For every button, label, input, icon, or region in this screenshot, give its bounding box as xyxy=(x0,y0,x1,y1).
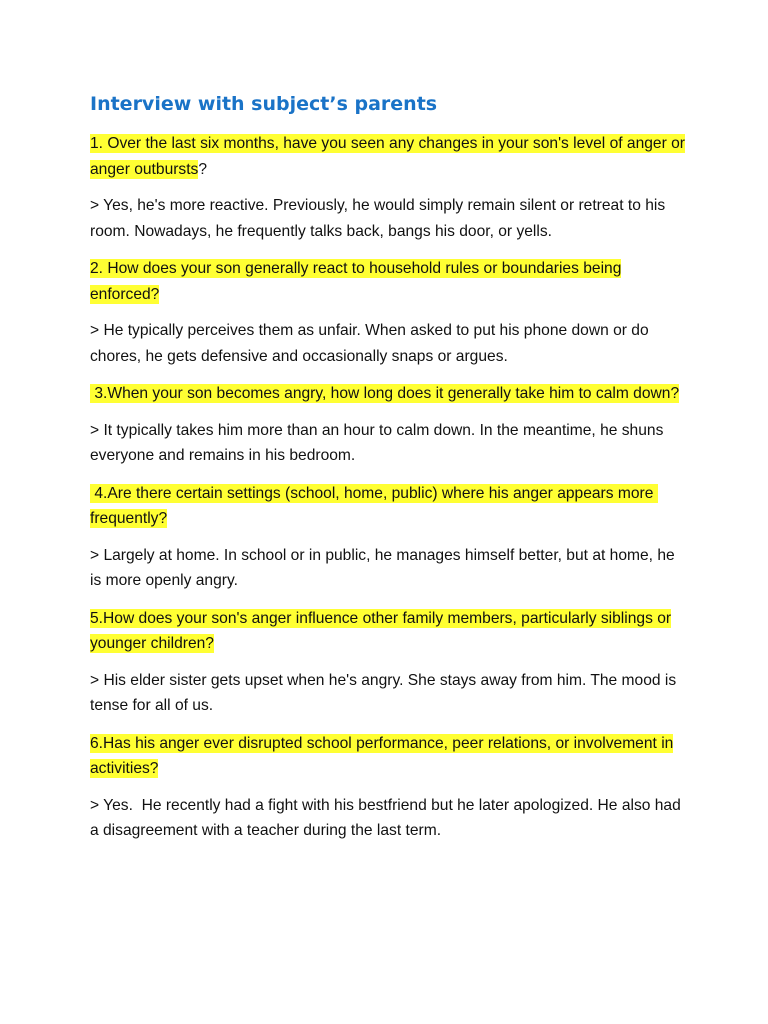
question-2 xyxy=(90,256,690,307)
question-4 xyxy=(90,481,690,532)
question-1-text: 1. Over the last six months, have you seen any changes in your son's level of anger or anger outbursts xyxy=(90,135,685,178)
question-6-text: 6.Has his anger ever disrupted school performance, peer relations, or involvement in activities? xyxy=(90,734,674,777)
answer-3: > It typically takes him more than an hour to calm down. In the meantime, he shuns everyone and remains in his bedroom. xyxy=(90,421,664,464)
answer-5: > His elder sister gets upset when he's angry. She stays away from him. The mood is tense for all of us. xyxy=(90,671,677,714)
document-title: Interview with subject’s parents xyxy=(90,93,438,115)
answer-6: > Yes. He recently had a fight with his bestfriend but he later apologized. He also had a disagreement with a teacher during the last term. xyxy=(90,796,686,839)
question-6 xyxy=(90,731,690,782)
qa-list xyxy=(90,131,690,844)
answer-1: > Yes, he's more reactive. Previously, he would simply remain silent or retreat to his room. Nowadays, he frequently talks back, bangs his door, or yells. xyxy=(90,197,666,240)
question-4-text: 4.Are there certain settings (school, home, public) where his anger appears more frequently? xyxy=(90,484,658,527)
question-3 xyxy=(90,381,690,407)
question-5 xyxy=(90,606,690,657)
question-3-text: 3.When your son becomes angry, how long does it generally take him to calm down? xyxy=(90,385,680,402)
document-page xyxy=(90,88,690,856)
question-5-text: 5.How does your son's anger influence other family members, particularly siblings or younger children? xyxy=(90,609,672,652)
answer-2: > He typically perceives them as unfair. When asked to put his phone down or do chores, he gets defensive and occasionally snaps or argues. xyxy=(90,322,649,365)
question-1 xyxy=(90,131,690,182)
question-1-suffix: ? xyxy=(198,160,208,178)
question-2-text: 2. How does your son generally react to household rules or boundaries being enforced? xyxy=(90,260,622,303)
answer-4: > Largely at home. In school or in public, he manages himself better, but at home, he is more openly angry. xyxy=(90,546,675,589)
